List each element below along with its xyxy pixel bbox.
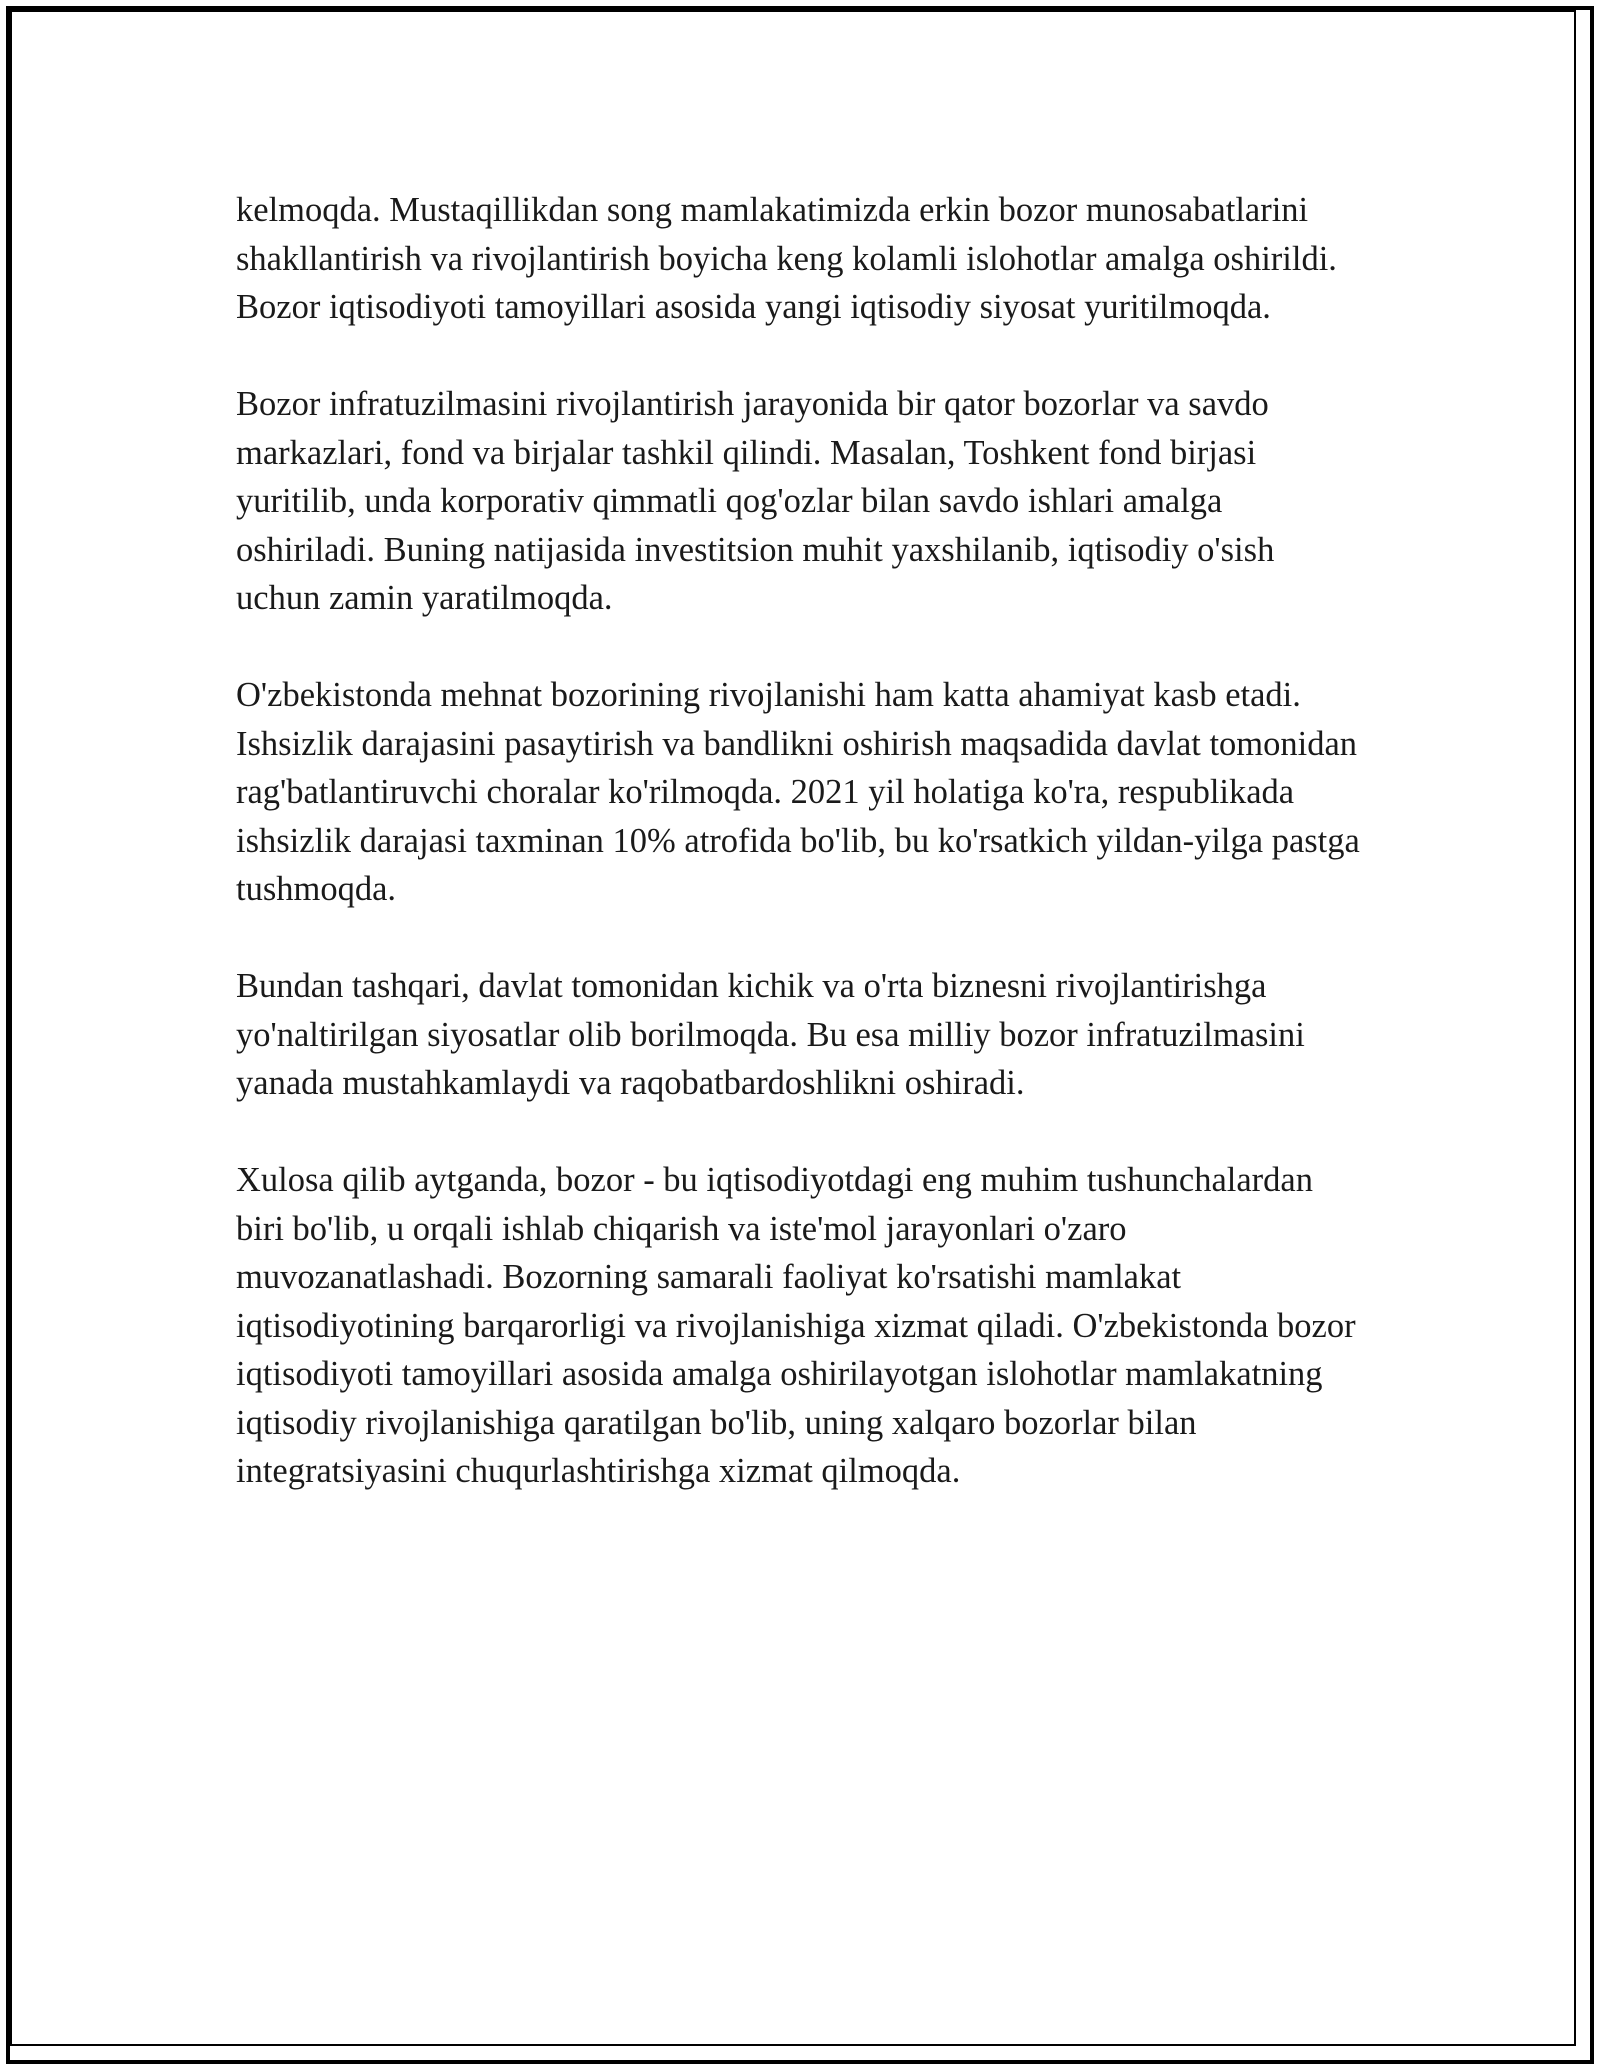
- paragraph-1: kelmoqda. Mustaqillikdan song mamlakatimizda erkin bozor munosabatlarini shakllantirish va rivojlantirish boyicha keng kolamli islohotlar amalga oshirildi. Bozor iqtisodiyoti tamoyillari asosida yangi iqtisodiy siyosat yuritilmoqda.: [236, 191, 1337, 326]
- document-body: [236, 186, 1366, 1544]
- paragraph-3: O'zbekistonda mehnat bozorining rivojlanishi ham katta ahamiyat kasb etadi. Ishsizlik darajasini pasaytirish va bandlikni oshirish maqsadida davlat tomonidan rag'batlantiruvchi choralar ko'rilmoqda. 2021 yil holatiga ko'ra, respublikada ishsizlik darajasi taxminan 10% atrofida bo'lib, bu ko'rsatkich yildan-yilga pastga tushmoqda.: [236, 676, 1360, 908]
- paragraph-5: Xulosa qilib aytganda, bozor - bu iqtisodiyotdagi eng muhim tushunchalardan biri bo'lib, u orqali ishlab chiqarish va iste'mol jarayonlari o'zaro muvozanatlashadi. Bozorning samarali faoliyat ko'rsatishi mamlakat iqtisodiyotining barqarorligi va rivojlanishiga xizmat qiladi. O'zbekistonda bozor iqtisodiyoti tamoyillari asosida amalga oshirilayotgan islohotlar mamlakatning iqtisodiy rivojlanishiga qaratilgan bo'lib, uning xalqaro bozorlar bilan integratsiyasini chuqurlashtirishga xizmat qilmoqda.: [236, 1161, 1356, 1490]
- paragraph-2: Bozor infratuzilmasini rivojlantirish jarayonida bir qator bozorlar va savdo markazlari, fond va birjalar tashkil qilindi. Masalan, Toshkent fond birjasi yuritilib, unda korporativ qimmatli qog'ozlar bilan savdo ishlari amalga oshiriladi. Buning natijasida investitsion muhit yaxshilanib, iqtisodiy o'sish uchun zamin yaratilmoqda.: [236, 385, 1275, 617]
- paragraph-4: Bundan tashqari, davlat tomonidan kichik va o'rta biznesni rivojlantirishga yo'naltirilgan siyosatlar olib borilmoqda. Bu esa milliy bozor infratuzilmasini yanada mustahkamlaydi va raqobatbardoshlikni oshiradi.: [236, 967, 1305, 1102]
